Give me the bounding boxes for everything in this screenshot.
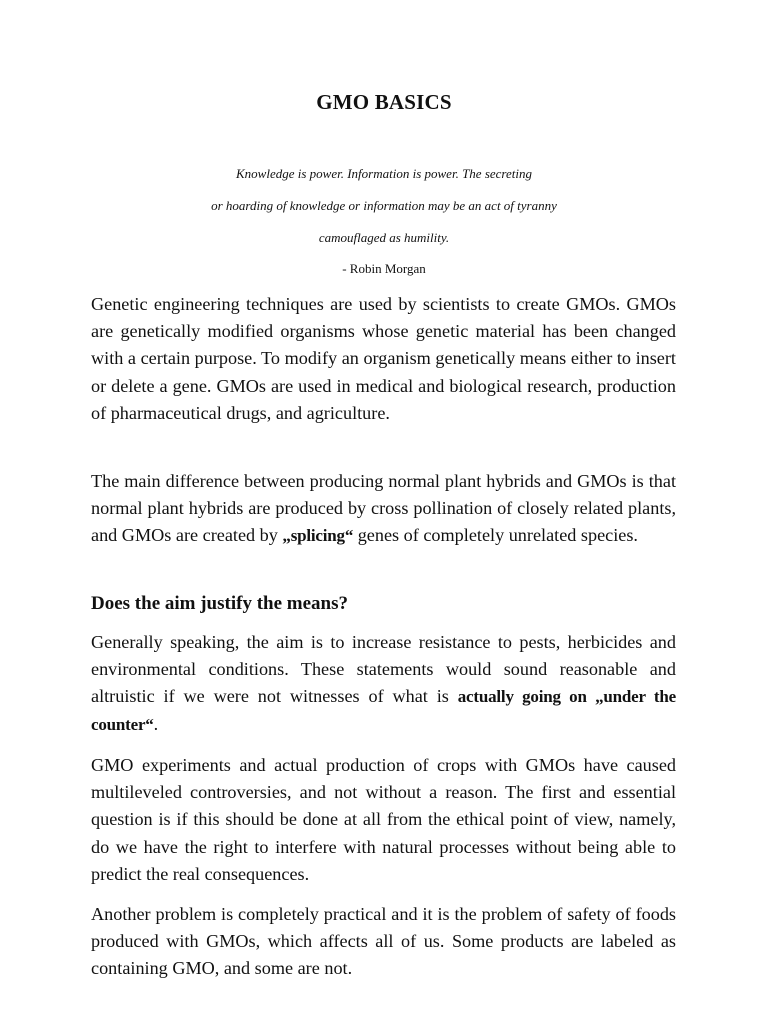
paragraph-aim-text-start: Generally speaking, the aim is to increase resistance to pests, herbicides and environmental conditions. These statements would sound reasonable and altruistic if we were not witnesses of what is — [91, 632, 676, 707]
splicing-emphasis: „splicing“ — [282, 526, 354, 546]
epigraph-line-1: Knowledge is power. Information is power. The secreting — [236, 166, 532, 181]
epigraph-attribution: - Robin Morgan — [342, 261, 426, 276]
section-heading: Does the aim justify the means? — [91, 593, 349, 614]
paragraph-hybrids-text-end: genes of completely unrelated species. — [353, 525, 638, 546]
paragraph-hybrids — [91, 468, 676, 550]
paragraph-hybrids-text-start: The main difference between producing normal plant hybrids and GMOs is that normal plant hybrids are produced by cross pollination of closely related plants, and GMOs are created by — [91, 471, 676, 546]
paragraph-controversies: GMO experiments and actual production of crops with GMOs have caused multileveled controversies, and not without a reason. The first and essential question is if this should be done at all from the ethical point of view, namely, do we have the right to interfere with natural processes without being able to predict the real consequences. — [91, 755, 676, 884]
document-title: GMO BASICS — [316, 90, 452, 114]
paragraph-aim-text-end: . — [153, 713, 159, 734]
epigraph-line-3: camouflaged as humility. — [318, 230, 450, 245]
paragraph-intro: Genetic engineering techniques are used by scientists to create GMOs. GMOs are genetically modified organisms whose genetic material has been changed with a certain purpose. To modify an organism genetically means either to insert or delete a gene. GMOs are used in medical and biological research, production of pharmaceutical drugs, and agriculture. — [91, 294, 676, 423]
under-the-counter-emphasis: actually going on „under the counter“ — [91, 687, 676, 734]
epigraph-line-2: or hoarding of knowledge or information may be an act of tyranny — [211, 198, 557, 213]
paragraph-safety: Another problem is completely practical and it is the problem of safety of foods produced with GMOs, which affects all of us. Some products are labeled as containing GMO, and some are not. — [91, 904, 676, 979]
paragraph-aim — [91, 629, 676, 738]
